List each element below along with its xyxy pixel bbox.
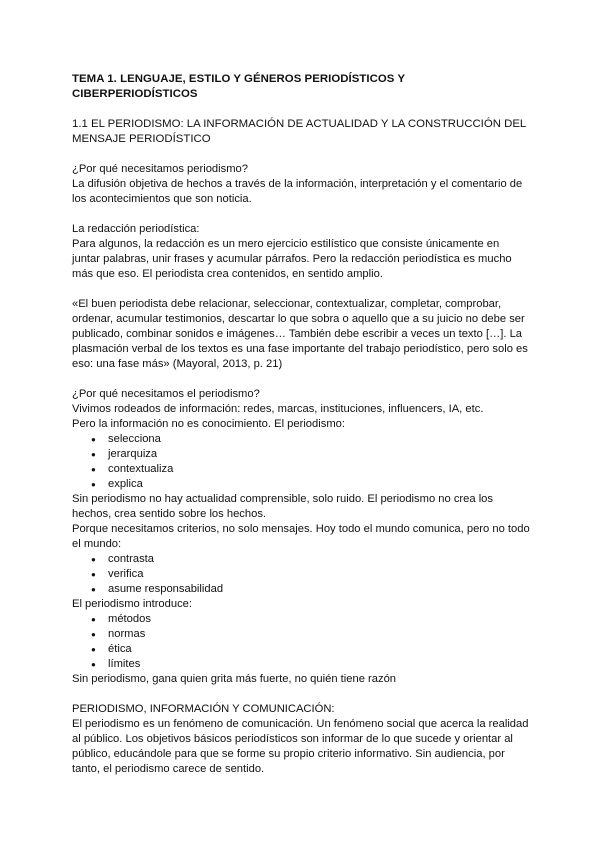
- paragraph-line: Porque necesitamos criterios, no solo mensajes. Hoy todo el mundo comunica, pero no todo el mundo:: [72, 523, 530, 550]
- list-item: ● normas: [91, 627, 530, 642]
- section-subheading: PERIODISMO, INFORMACIÓN Y COMUNICACIÓN:: [72, 703, 335, 715]
- list-item: ● jerarquiza: [91, 447, 530, 462]
- bullet-list-mundo: [72, 552, 530, 597]
- paragraph-line: Vivimos rodeados de información: redes, marcas, instituciones, influencers, IA, etc.: [72, 403, 484, 415]
- question-heading: ¿Por qué necesitamos periodismo?: [72, 163, 248, 175]
- question-heading: ¿Por qué necesitamos el periodismo?: [72, 388, 260, 400]
- redaccion-paragraph: Para algunos, la redacción es un mero ejercicio estilístico que consiste únicamente en juntar palabras, unir frases y acumular párrafos. Pero la redacción periodística es mucho más que eso. El periodista crea contenidos, en sentido amplio.: [72, 238, 512, 280]
- list-item: ● contrasta: [91, 552, 530, 567]
- quote-paragraph: «El buen periodista debe relacionar, seleccionar, contextualizar, completar, comprobar, ordenar, acumular testimonios, descartar lo que sobra o aquello que a su juicio no debe ser publicado, combinar sonidos e imágenes… También debe escribir a veces un texto […]. La plasmación verbal de los textos es una fase importante del trabajo periodístico, pero solo es eso: una fase más» (Mayoral, 2013, p. 21): [72, 298, 528, 370]
- redaccion-block: [72, 222, 530, 282]
- question-block-2: [72, 387, 530, 687]
- list-item: ● contextualiza: [91, 462, 530, 477]
- question-block-1: [72, 162, 530, 207]
- bullet-list-periodismo: [72, 432, 530, 492]
- list-item: ● explica: [91, 477, 530, 492]
- list-item: ● ética: [91, 642, 530, 657]
- quote-block: [72, 297, 530, 372]
- document-title: TEMA 1. LENGUAJE, ESTILO Y GÉNEROS PERIODÍSTICOS Y CIBERPERIODÍSTICOS: [72, 73, 405, 100]
- question-answer: La difusión objetiva de hechos a través de la información, interpretación y el comentario de los acontecimientos que son noticia.: [72, 178, 523, 205]
- paragraph-line: El periodismo introduce:: [72, 598, 193, 610]
- list-item: ● métodos: [91, 612, 530, 627]
- paragraph-line: Sin periodismo, gana quien grita más fuerte, no quién tiene razón: [72, 673, 397, 685]
- list-item: ● verifica: [91, 567, 530, 582]
- paragraph-line: Pero la información no es conocimiento. El periodismo:: [72, 418, 345, 430]
- list-item: ● asume responsabilidad: [91, 582, 530, 597]
- section-heading: 1.1 EL PERIODISMO: LA INFORMACIÓN DE ACTUALIDAD Y LA CONSTRUCCIÓN DEL MENSAJE PERIODÍSTICO: [72, 118, 526, 145]
- redaccion-heading: La redacción periodística:: [72, 223, 200, 235]
- list-item: ● límites: [91, 657, 530, 672]
- list-item: ● selecciona: [91, 432, 530, 447]
- periodismo-comunicacion-block: [72, 702, 530, 777]
- bullet-list-introduce: [72, 612, 530, 672]
- paragraph-line: Sin periodismo no hay actualidad comprensible, solo ruido. El periodismo no crea los hechos, crea sentido sobre los hechos.: [72, 493, 494, 520]
- section-paragraph: El periodismo es un fenómeno de comunicación. Un fenómeno social que acerca la realidad al público. Los objetivos básicos periodísticos son informar de lo que sucede y orientar al público, educándole para que se forme su propio criterio informativo. Sin audiencia, por tanto, el periodismo carece de sentido.: [72, 718, 529, 775]
